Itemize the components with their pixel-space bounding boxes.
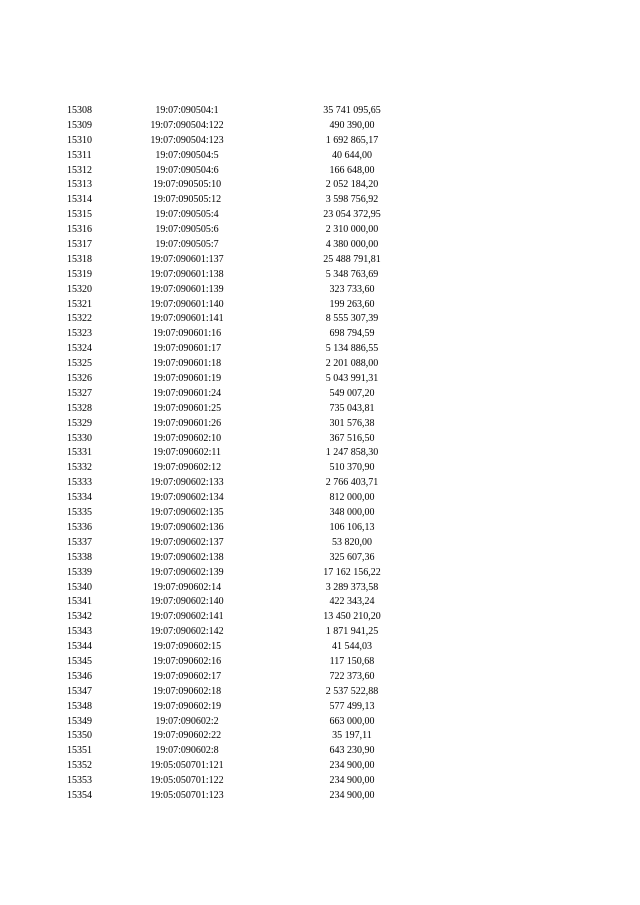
- amount-cell: 106 106,13: [329, 521, 375, 533]
- table-row: [67, 298, 487, 313]
- table-row: [67, 491, 487, 506]
- cadastral-number-cell: 19:05:050701:121: [150, 760, 224, 772]
- row-id-cell: 15328: [67, 402, 92, 414]
- row-id-cell: 15321: [67, 298, 92, 310]
- row-id-cell: 15352: [67, 760, 92, 772]
- cadastral-number-cell: 19:07:090601:138: [150, 268, 224, 280]
- table-row: [67, 223, 487, 238]
- cadastral-number-cell: 19:07:090504:123: [150, 134, 224, 146]
- row-id-cell: 15351: [67, 745, 92, 757]
- row-id-cell: 15354: [67, 789, 92, 801]
- cadastral-number-cell: 19:05:050701:123: [150, 789, 224, 801]
- table-row: [67, 476, 487, 491]
- row-id-cell: 15341: [67, 596, 92, 608]
- amount-cell: 17 162 156,22: [323, 566, 381, 578]
- cadastral-number-cell: 19:07:090602:135: [150, 507, 224, 519]
- row-id-cell: 15322: [67, 313, 92, 325]
- cadastral-number-cell: 19:07:090602:8: [155, 745, 219, 757]
- row-id-cell: 15345: [67, 655, 92, 667]
- table-row: [67, 506, 487, 521]
- cadastral-number-cell: 19:07:090602:11: [153, 447, 221, 459]
- row-id-cell: 15347: [67, 685, 92, 697]
- amount-cell: 422 343,24: [329, 596, 375, 608]
- cadastral-number-cell: 19:07:090602:139: [150, 566, 224, 578]
- amount-cell: 25 488 791,81: [323, 253, 381, 265]
- row-id-cell: 15338: [67, 551, 92, 563]
- cadastral-number-cell: 19:07:090602:138: [150, 551, 224, 563]
- row-id-cell: 15331: [67, 447, 92, 459]
- amount-cell: 510 370,90: [329, 462, 375, 474]
- table-row: [67, 432, 487, 447]
- amount-cell: 35 741 095,65: [323, 105, 381, 116]
- amount-cell: 549 007,20: [329, 387, 375, 399]
- cadastral-number-cell: 19:07:090601:24: [152, 387, 222, 399]
- table-row: [67, 417, 487, 432]
- amount-cell: 4 380 000,00: [325, 239, 379, 251]
- cadastral-number-cell: 19:07:090601:137: [150, 253, 224, 265]
- amount-cell: 2 766 403,71: [325, 477, 379, 489]
- amount-cell: 117 150,68: [329, 655, 375, 667]
- amount-cell: 234 900,00: [329, 760, 375, 772]
- row-id-cell: 15310: [67, 134, 92, 146]
- cadastral-number-cell: 19:07:090602:137: [150, 536, 224, 548]
- row-id-cell: 15346: [67, 670, 92, 682]
- cadastral-number-cell: 19:07:090602:140: [150, 596, 224, 608]
- cadastral-number-cell: 19:07:090602:10: [152, 432, 222, 444]
- cadastral-number-cell: 19:07:090602:15: [152, 641, 222, 653]
- cadastral-number-cell: 19:05:050701:122: [150, 775, 224, 787]
- amount-cell: 199 263,60: [329, 298, 375, 310]
- row-id-cell: 15336: [67, 521, 92, 533]
- table-row: [67, 521, 487, 536]
- table-row: [67, 238, 487, 253]
- amount-cell: 3 289 373,58: [325, 581, 379, 593]
- cadastral-number-cell: 19:07:090602:141: [150, 611, 224, 623]
- cadastral-number-cell: 19:07:090602:2: [155, 715, 219, 727]
- table-row: [67, 134, 487, 149]
- amount-cell: 40 644,00: [332, 149, 372, 161]
- amount-cell: 35 197,11: [332, 730, 372, 742]
- cadastral-number-cell: 19:07:090505:4: [155, 209, 219, 221]
- amount-cell: 1 692 865,17: [325, 134, 379, 146]
- row-id-cell: 15308: [67, 105, 92, 116]
- table-row: [67, 744, 487, 759]
- amount-cell: 577 499,13: [329, 700, 375, 712]
- table-row: [67, 551, 487, 566]
- row-id-cell: 15335: [67, 507, 92, 519]
- row-id-cell: 15350: [67, 730, 92, 742]
- cadastral-number-cell: 19:07:090602:12: [152, 462, 222, 474]
- row-id-cell: 15313: [67, 179, 92, 191]
- row-id-cell: 15348: [67, 700, 92, 712]
- table-row: [67, 193, 487, 208]
- amount-cell: 5 348 763,69: [325, 268, 379, 280]
- table-row: [67, 178, 487, 193]
- row-id-cell: 15320: [67, 283, 92, 295]
- amount-cell: 348 000,00: [329, 507, 375, 519]
- cadastral-number-cell: 19:07:090602:22: [152, 730, 222, 742]
- amount-cell: 490 390,00: [329, 119, 375, 131]
- cadastral-number-cell: 19:07:090601:18: [152, 358, 222, 370]
- table-row: [67, 208, 487, 223]
- amount-cell: 812 000,00: [329, 492, 375, 504]
- cadastral-number-cell: 19:07:090601:25: [152, 402, 222, 414]
- table-row: [67, 581, 487, 596]
- row-id-cell: 15344: [67, 641, 92, 653]
- table-row: [67, 402, 487, 417]
- table-row: [67, 640, 487, 655]
- amount-cell: 663 000,00: [329, 715, 375, 727]
- table-row: [67, 372, 487, 387]
- amount-cell: 23 054 372,95: [323, 209, 381, 221]
- table-row: [67, 312, 487, 327]
- table-row: [67, 759, 487, 774]
- cadastral-number-cell: 19:07:090504:6: [155, 164, 219, 176]
- amount-cell: 643 230,90: [329, 745, 375, 757]
- row-id-cell: 15326: [67, 373, 92, 385]
- cadastral-number-cell: 19:07:090601:17: [152, 343, 222, 355]
- row-id-cell: 15329: [67, 417, 92, 429]
- cadastral-number-cell: 19:07:090602:142: [150, 626, 224, 638]
- table-row: [67, 670, 487, 685]
- amount-cell: 234 900,00: [329, 775, 375, 787]
- row-id-cell: 15337: [67, 536, 92, 548]
- amount-cell: 367 516,50: [329, 432, 375, 444]
- cadastral-number-cell: 19:07:090601:26: [152, 417, 222, 429]
- cadastral-number-cell: 19:07:090601:139: [150, 283, 224, 295]
- amount-cell: 53 820,00: [332, 536, 372, 548]
- table-row: [67, 327, 487, 342]
- cadastral-number-cell: 19:07:090601:16: [152, 328, 222, 340]
- row-id-cell: 15314: [67, 194, 92, 206]
- amount-cell: 301 576,38: [329, 417, 375, 429]
- cadastral-number-cell: 19:07:090505:7: [155, 239, 219, 251]
- table-row: [67, 685, 487, 700]
- cadastral-number-cell: 19:07:090602:16: [152, 655, 222, 667]
- cadastral-number-cell: 19:07:090602:134: [150, 492, 224, 504]
- table-row: [67, 774, 487, 789]
- amount-cell: 2 310 000,00: [325, 224, 379, 236]
- amount-cell: 325 607,36: [329, 551, 375, 563]
- cadastral-number-cell: 19:07:090504:122: [150, 119, 224, 131]
- row-id-cell: 15333: [67, 477, 92, 489]
- table-row: [67, 461, 487, 476]
- row-id-cell: 15323: [67, 328, 92, 340]
- row-id-cell: 15319: [67, 268, 92, 280]
- table-row: [67, 536, 487, 551]
- row-id-cell: 15325: [67, 358, 92, 370]
- table-row: [67, 149, 487, 164]
- table-row: [67, 789, 487, 804]
- row-id-cell: 15330: [67, 432, 92, 444]
- row-id-cell: 15311: [67, 149, 92, 161]
- cadastral-number-cell: 19:07:090602:19: [152, 700, 222, 712]
- row-id-cell: 15312: [67, 164, 92, 176]
- data-table: [67, 104, 487, 804]
- cadastral-number-cell: 19:07:090602:14: [152, 581, 222, 593]
- table-row: [67, 119, 487, 134]
- cadastral-number-cell: 19:07:090504:1: [155, 105, 219, 116]
- table-row: [67, 700, 487, 715]
- row-id-cell: 15327: [67, 387, 92, 399]
- table-row: [67, 342, 487, 357]
- amount-cell: 41 544,03: [332, 641, 372, 653]
- cadastral-number-cell: 19:07:090602:133: [150, 477, 224, 489]
- table-row: [67, 164, 487, 179]
- amount-cell: 698 794,59: [329, 328, 375, 340]
- row-id-cell: 15343: [67, 626, 92, 638]
- row-id-cell: 15339: [67, 566, 92, 578]
- table-row: [67, 357, 487, 372]
- cadastral-number-cell: 19:07:090505:10: [152, 179, 222, 191]
- table-row: [67, 610, 487, 625]
- cadastral-number-cell: 19:07:090602:18: [152, 685, 222, 697]
- row-id-cell: 15317: [67, 239, 92, 251]
- cadastral-number-cell: 19:07:090602:136: [150, 521, 224, 533]
- amount-cell: 2 052 184,20: [325, 179, 379, 191]
- amount-cell: 166 648,00: [329, 164, 375, 176]
- amount-cell: 5 043 991,31: [325, 373, 379, 385]
- amount-cell: 1 247 858,30: [325, 447, 379, 459]
- row-id-cell: 15349: [67, 715, 92, 727]
- amount-cell: 1 871 941,25: [325, 626, 379, 638]
- table-row: [67, 446, 487, 461]
- row-id-cell: 15342: [67, 611, 92, 623]
- row-id-cell: 15315: [67, 209, 92, 221]
- cadastral-number-cell: 19:07:090602:17: [152, 670, 222, 682]
- table-row: [67, 625, 487, 640]
- cadastral-number-cell: 19:07:090505:12: [152, 194, 222, 206]
- amount-cell: 323 733,60: [329, 283, 375, 295]
- row-id-cell: 15353: [67, 775, 92, 787]
- row-id-cell: 15316: [67, 224, 92, 236]
- table-row: [67, 729, 487, 744]
- cadastral-number-cell: 19:07:090505:6: [155, 224, 219, 236]
- row-id-cell: 15309: [67, 119, 92, 131]
- table-row: [67, 595, 487, 610]
- amount-cell: 8 555 307,39: [325, 313, 379, 325]
- cadastral-number-cell: 19:07:090504:5: [155, 149, 219, 161]
- cadastral-number-cell: 19:07:090601:141: [150, 313, 224, 325]
- amount-cell: 722 373,60: [329, 670, 375, 682]
- cadastral-number-cell: 19:07:090601:19: [152, 373, 222, 385]
- row-id-cell: 15332: [67, 462, 92, 474]
- table-row: [67, 655, 487, 670]
- amount-cell: 5 134 886,55: [325, 343, 379, 355]
- row-id-cell: 15318: [67, 253, 92, 265]
- table-row: [67, 253, 487, 268]
- amount-cell: 3 598 756,92: [325, 194, 379, 206]
- table-row: [67, 104, 487, 119]
- table-row: [67, 715, 487, 730]
- amount-cell: 735 043,81: [329, 402, 375, 414]
- row-id-cell: 15334: [67, 492, 92, 504]
- amount-cell: 13 450 210,20: [323, 611, 381, 623]
- table-row: [67, 283, 487, 298]
- table-row: [67, 268, 487, 283]
- table-row: [67, 387, 487, 402]
- row-id-cell: 15324: [67, 343, 92, 355]
- amount-cell: 2 537 522,88: [325, 685, 379, 697]
- table-row: [67, 566, 487, 581]
- row-id-cell: 15340: [67, 581, 92, 593]
- amount-cell: 2 201 088,00: [325, 358, 379, 370]
- cadastral-number-cell: 19:07:090601:140: [150, 298, 224, 310]
- amount-cell: 234 900,00: [329, 789, 375, 801]
